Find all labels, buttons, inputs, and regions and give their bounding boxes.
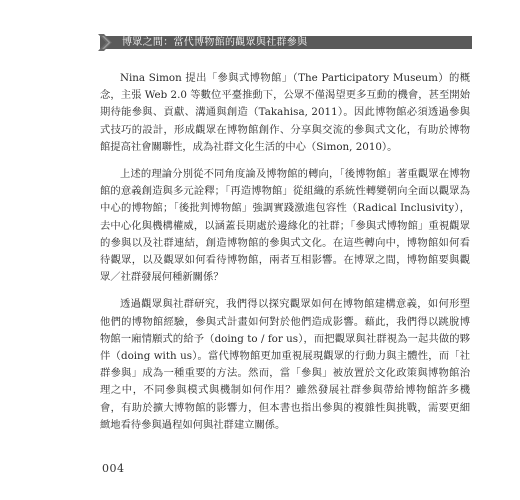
running-header-title: 博眾之間：當代博物館的觀眾與社群參與 xyxy=(122,37,308,48)
chevron-right-icon xyxy=(98,34,114,51)
paragraph-1: Nina Simon 提出「參與式博物館」（The Participatory Museum）的概念，主張 Web 2.0 等數位平臺推動下，公眾不僅渴望更多互動的機會，甚至開始期待能參與、貢獻、溝通與創造（Takahisa, 2011）。因此博物館必須透過參與式技巧的設計，形成觀眾在博物館創作、分享與交流的參與式文化，有助於博物館提高社會關聯性，成為社群文化生活的中心（Simon, 2010）。 xyxy=(100,72,470,153)
page-number: 004 xyxy=(102,462,125,475)
paragraph-3: 透過觀眾與社群研究，我們得以探究觀眾如何在博物館建構意義，如何形塑他們的博物館經驗，參與式計畫如何對於他們造成影響。藉此，我們得以跳脫博物館一廂情願式的給予（doing to / for us），而把觀眾與社群視為一起共做的夥伴（doing with us）。當代博物館更加重視展現觀眾的行動力與主體性，而「社群參與」成為一種重要的方法。然而，當「參與」被放置於文化政策與博物館治理之中，不同參與模式與機制如何作用？雖然發展社群參與帶給博物館許多機會，有助於擴大博物館的影響力，但本書也指出參與的複雜性與挑戰，需要更細緻地看待參與過程如何與社群建立關係。 xyxy=(100,298,470,431)
paragraph-2: 上述的理論分別從不同角度論及博物館的轉向，「後博物館」著重觀眾在博物館的意義創造與多元詮釋；「再造博物館」從組織的系統性轉變朝向全面以觀眾為中心的博物館；「後批判博物館」強調實踐激進包容性（Radical Inclusivity），去中心化與機構權威，以涵蓋長期處於邊緣化的社群；「參與式博物館」重視觀眾的參與以及社群連結，創造博物館的參與式文化。在這些轉向中，博物館如何看待觀眾，以及觀眾如何看待博物館，兩者互相影響。在博眾之間，博物館要與觀眾／社群發展何種新關係？ xyxy=(100,168,470,284)
body-text xyxy=(100,70,470,434)
